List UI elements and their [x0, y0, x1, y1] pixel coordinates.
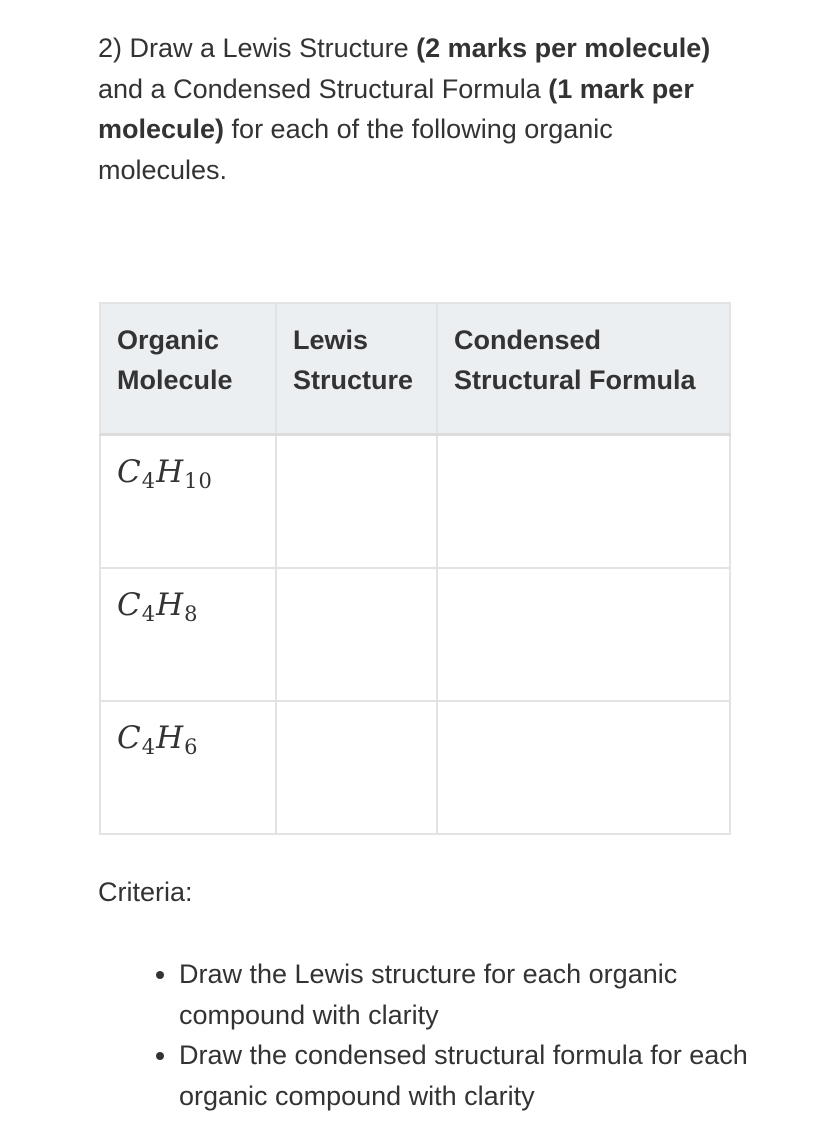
marks-per-molecule-condensed: (1 mark per molecule) [98, 73, 694, 144]
question-seg-2: and a Condensed Structural Formula [98, 73, 549, 104]
condensed-formula-cell[interactable] [437, 701, 730, 834]
table-row [100, 701, 730, 834]
molecule-cell [100, 435, 276, 569]
question-text [98, 28, 738, 190]
lewis-structure-cell[interactable] [276, 568, 437, 701]
header-condensed-formula: Condensed Structural Formula [437, 303, 730, 435]
criteria-label: Criteria: [98, 877, 193, 907]
criteria-list [143, 954, 769, 1116]
marks-per-molecule-lewis: (2 marks per molecule) [416, 33, 711, 63]
molecule-table [99, 302, 731, 835]
condensed-formula-cell[interactable] [437, 568, 730, 701]
table-row [100, 435, 730, 569]
question-seg-1: 2) Draw a Lewis Structure [98, 33, 417, 63]
table-row [100, 568, 730, 701]
molecule-formula: $C_4H_{10}$ [117, 454, 213, 493]
molecule-formula: $C_4H_8$ [117, 587, 199, 626]
molecule-formula: $C_4H_6$ [117, 720, 199, 759]
molecule-cell [100, 568, 276, 701]
list-item: • Draw the condensed structural formula for each organic compound with clarity [179, 1035, 769, 1116]
lewis-structure-cell[interactable] [276, 701, 437, 834]
lewis-structure-cell[interactable] [276, 435, 437, 569]
header-organic-molecule: Organic Molecule [100, 303, 276, 435]
condensed-formula-cell[interactable] [437, 435, 730, 569]
question-seg-3: for each of the following organic molecules. [98, 114, 613, 185]
table-header-row [100, 303, 730, 435]
list-item: • Draw the Lewis structure for each organic compound with clarity [179, 954, 769, 1035]
header-lewis-structure: Lewis Structure [276, 303, 437, 435]
molecule-cell [100, 701, 276, 834]
